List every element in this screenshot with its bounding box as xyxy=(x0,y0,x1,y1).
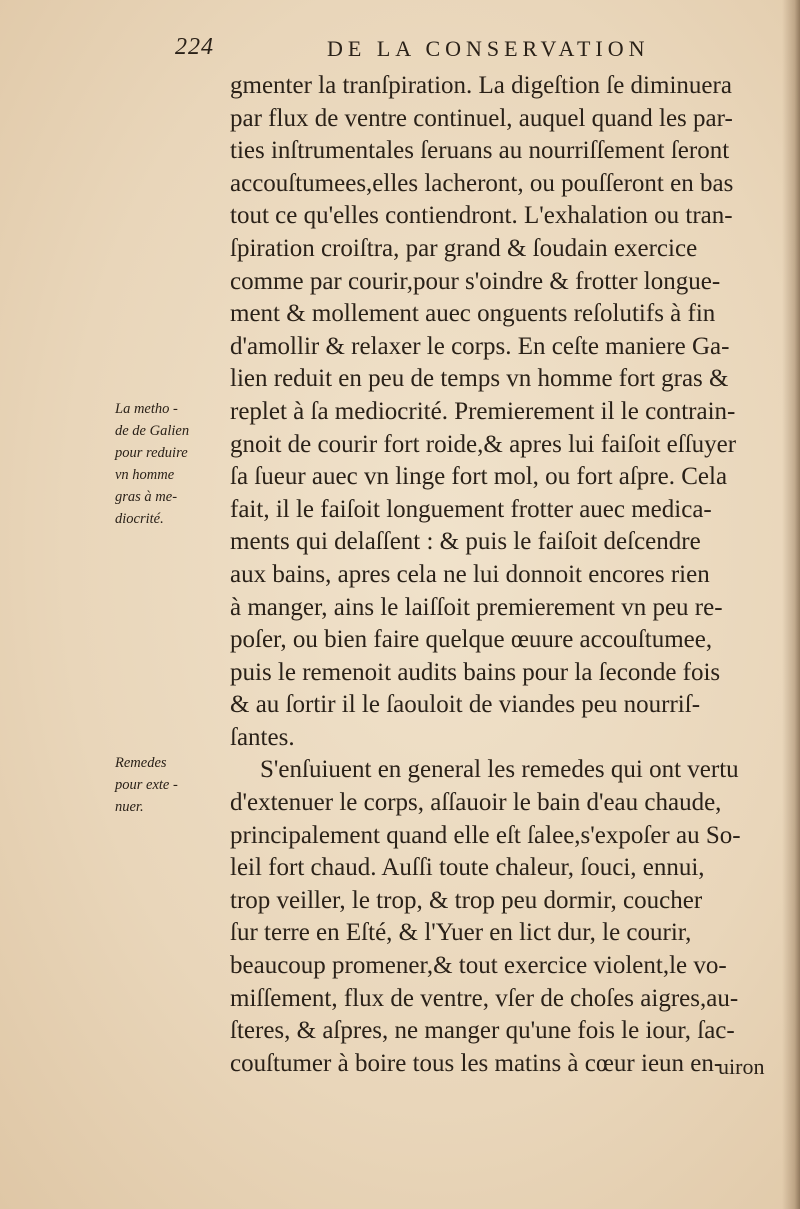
text-line: beaucoup promener,& tout exercice violent,le vo- xyxy=(230,952,727,980)
page-header xyxy=(175,34,735,64)
text-line: poſer, ou bien faire quelque œuure accouſtumee, xyxy=(230,626,713,654)
text-line: miſſement, flux de ventre, vſer de choſes aigres,au- xyxy=(230,984,739,1012)
running-title: DE LA CONSERVATION xyxy=(327,36,650,61)
text-line: aux bains, apres cela ne lui donnoit encores rien xyxy=(230,560,710,588)
text-line: d'extenuer le corps, aſſauoir le bain d'eau chaude, xyxy=(230,789,722,817)
text-line: ments qui delaſſent : & puis le faiſoit deſcendre xyxy=(230,528,701,556)
text-line: d'amollir & relaxer le corps. En ceſte maniere Ga- xyxy=(230,332,730,360)
margin-note-line: vn homme xyxy=(115,467,175,483)
text-line: gnoit de courir fort roide,& apres lui faiſoit eſſuyer xyxy=(230,430,737,458)
text-line: tout ce qu'elles contiendront. L'exhalation ou tran- xyxy=(230,202,733,230)
text-line: leil fort chaud. Auſſi toute chaleur, ſouci, ennui, xyxy=(230,854,705,882)
margin-note-line: nuer. xyxy=(115,799,144,815)
paragraph-start-line: S'enſuiuent en general les remedes qui ont vertu xyxy=(260,756,739,784)
margin-note-line: La metho - xyxy=(115,401,178,417)
margin-note-line: pour reduire xyxy=(115,445,188,461)
margin-note-line: pour exte - xyxy=(115,777,178,793)
text-line: ſa ſueur auec vn linge fort mol, ou fort aſpre. Cela xyxy=(230,463,728,491)
text-line: replet à ſa mediocrité. Premierement il le contrain- xyxy=(230,397,736,425)
text-line: ſur terre en Eſté, & l'Yuer en lict dur, le courir, xyxy=(230,919,692,947)
text-line: par flux de ventre continuel, auquel quand les par- xyxy=(230,104,733,132)
text-line: accouſtumees,elles lacheront, ou pouſſeront en bas xyxy=(230,169,734,197)
text-line: à manger, ains le laiſſoit premierement vn peu re- xyxy=(230,593,723,621)
text-line: fait, il le faiſoit longuement frotter auec medica- xyxy=(230,495,712,523)
text-line: ſteres, & aſpres, ne manger qu'une fois le iour, ſac- xyxy=(230,1017,735,1045)
margin-note-remedies xyxy=(115,752,220,818)
text-line: ties inſtrumentales ſeruans au nourriſſement ſeront xyxy=(230,137,730,165)
text-line: ſantes. xyxy=(230,723,295,751)
text-line: couſtumer à boire tous les matins à cœur ieun en- xyxy=(230,1049,723,1077)
page-number: 224 xyxy=(175,34,214,60)
text-line: ment & mollement auec onguents reſolutifs à fin xyxy=(230,300,716,328)
margin-note-line: gras à me- xyxy=(115,489,178,505)
text-line: trop veiller, le trop, & trop peu dormir, coucher xyxy=(230,886,703,914)
margin-note-galien-method xyxy=(115,398,220,530)
margin-note-line: diocrité. xyxy=(115,511,164,527)
margin-note-line: Remedes xyxy=(115,755,167,771)
text-line: puis le remenoit audits bains pour la ſeconde fois xyxy=(230,658,721,686)
text-line: lien reduit en peu de temps vn homme fort gras & xyxy=(230,365,729,393)
margin-note-line: de de Galien xyxy=(115,423,190,439)
text-line: comme par courir,pour s'oindre & frotter longue- xyxy=(230,267,721,295)
text-line: principalement quand elle eſt ſalee,s'expoſer au So- xyxy=(230,821,741,849)
body-text xyxy=(230,70,790,1080)
text-line: gmenter la tranſpiration. La digeſtion ſe diminuera xyxy=(230,72,732,99)
text-line: & au ſortir il le ſaouloit de viandes peu nourriſ- xyxy=(230,691,701,719)
text-line: ſpiration croiſtra, par grand & ſoudain exercice xyxy=(230,234,698,262)
catchword: uiron xyxy=(718,1054,765,1079)
